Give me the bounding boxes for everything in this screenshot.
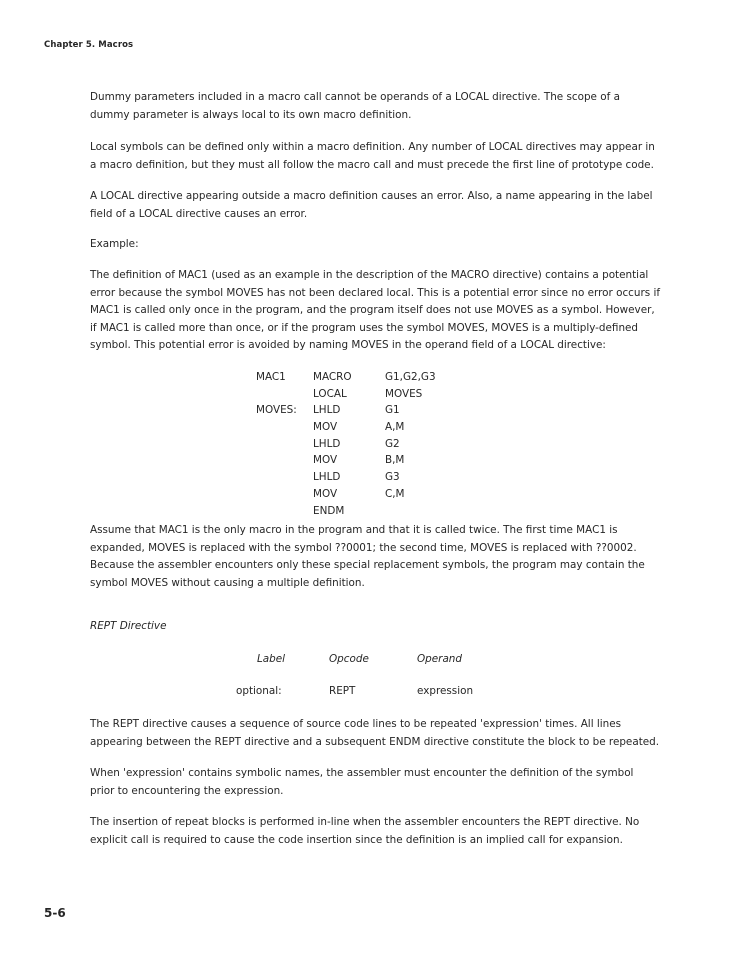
paragraph-rept-insertion: The insertion of repeat blocks is performed in-line when the assembler encounters the REPT directive. No explicit call is required to cause the code insertion since the definition is an implied call for expansion. bbox=[90, 816, 640, 846]
code-label: MAC1 bbox=[256, 371, 286, 383]
code-label bbox=[256, 386, 313, 403]
section-heading-rept: REPT Directive bbox=[90, 620, 167, 632]
syntax-value-label: optional: bbox=[236, 685, 282, 697]
code-line bbox=[256, 386, 485, 403]
code-line bbox=[256, 369, 485, 386]
code-operand: MOVES bbox=[385, 387, 423, 400]
paragraph-rept-description: The REPT directive causes a sequence of source code lines to be repeated 'expression' times. All lines appearing between the REPT directive and a subsequent ENDM directive constitute the block to be repeated. bbox=[90, 718, 660, 748]
paragraph-local-symbols: Local symbols can be defined only within a macro definition. Any number of LOCAL directives may appear in a macro definition, but they must all follow the macro call and must precede the first line of prototype code. bbox=[90, 141, 655, 171]
paragraph-example-label: Example: bbox=[90, 238, 139, 250]
code-opcode: LOCAL bbox=[313, 387, 347, 400]
code-line bbox=[256, 486, 485, 503]
paragraph-dummy-params: Dummy parameters included in a macro call cannot be operands of a LOCAL directive. The scope of a dummy parameter is always local to its own macro definition. bbox=[90, 91, 620, 121]
code-opcode: ENDM bbox=[313, 504, 345, 517]
page-number: 5-6 bbox=[44, 906, 66, 920]
code-line bbox=[256, 402, 485, 419]
code-line bbox=[256, 503, 485, 520]
code-operand: B,M bbox=[385, 454, 405, 467]
code-label bbox=[256, 486, 313, 503]
code-operand: G3 bbox=[385, 471, 400, 484]
paragraph-mac1-expansion: Assume that MAC1 is the only macro in the program and that it is called twice. The first time MAC1 is expanded, MOVES is replaced with the symbol ??0001; the second time, MOVES is replaced with ??0002. Because the assembler encounters only these special replacement symbols, the program may contain the symbol MOVES without causing a multiple definition. bbox=[90, 524, 645, 589]
code-label bbox=[256, 469, 313, 486]
code-listing bbox=[256, 369, 485, 519]
code-label bbox=[256, 503, 313, 520]
code-line bbox=[256, 452, 485, 469]
code-line bbox=[256, 419, 485, 436]
code-operand: G1 bbox=[385, 404, 400, 417]
syntax-header-operand: Operand bbox=[417, 653, 462, 665]
code-operand: A,M bbox=[385, 421, 405, 434]
syntax-value-operand: expression bbox=[417, 685, 474, 697]
code-opcode: MOV bbox=[313, 454, 338, 467]
code-label bbox=[256, 452, 313, 469]
code-line bbox=[256, 436, 485, 453]
code-operand: G2 bbox=[385, 437, 400, 450]
code-label bbox=[256, 419, 313, 436]
paragraph-rept-expression: When 'expression' contains symbolic names, the assembler must encounter the definition of the symbol prior to encountering the expression. bbox=[90, 767, 634, 797]
code-opcode: LHLD bbox=[313, 471, 341, 484]
code-operand bbox=[385, 503, 485, 520]
syntax-header-label: Label bbox=[257, 653, 286, 665]
code-label: MOVES: bbox=[256, 404, 297, 417]
code-label bbox=[256, 436, 313, 453]
code-operand: G1,G2,G3 bbox=[385, 371, 436, 383]
syntax-value-opcode: REPT bbox=[329, 685, 356, 697]
code-opcode: MOV bbox=[313, 421, 338, 434]
paragraph-mac1-definition: The definition of MAC1 (used as an example in the description of the MACRO directive) contains a potential error because the symbol MOVES has not been declared local. This is a potential error since no error occurs if MAC1 is called only once in the program, and the program itself does not use MOVES as a symbol. However, if MAC1 is called more than once, or if the program uses the symbol MOVES, MOVES is a multiply-defined symbol. This potential error is avoided by naming MOVES in the operand field of a LOCAL directive: bbox=[90, 269, 660, 351]
code-opcode: MOV bbox=[313, 487, 338, 500]
code-opcode: MACRO bbox=[313, 371, 352, 383]
code-line bbox=[256, 469, 485, 486]
paragraph-local-error: A LOCAL directive appearing outside a macro definition causes an error. Also, a name appearing in the label field of a LOCAL directive causes an error. bbox=[90, 190, 653, 220]
code-opcode: LHLD bbox=[313, 437, 341, 450]
code-opcode: LHLD bbox=[313, 404, 341, 417]
chapter-header: Chapter 5. Macros bbox=[44, 40, 134, 50]
syntax-header-opcode: Opcode bbox=[329, 653, 369, 665]
code-operand: C,M bbox=[385, 487, 405, 500]
